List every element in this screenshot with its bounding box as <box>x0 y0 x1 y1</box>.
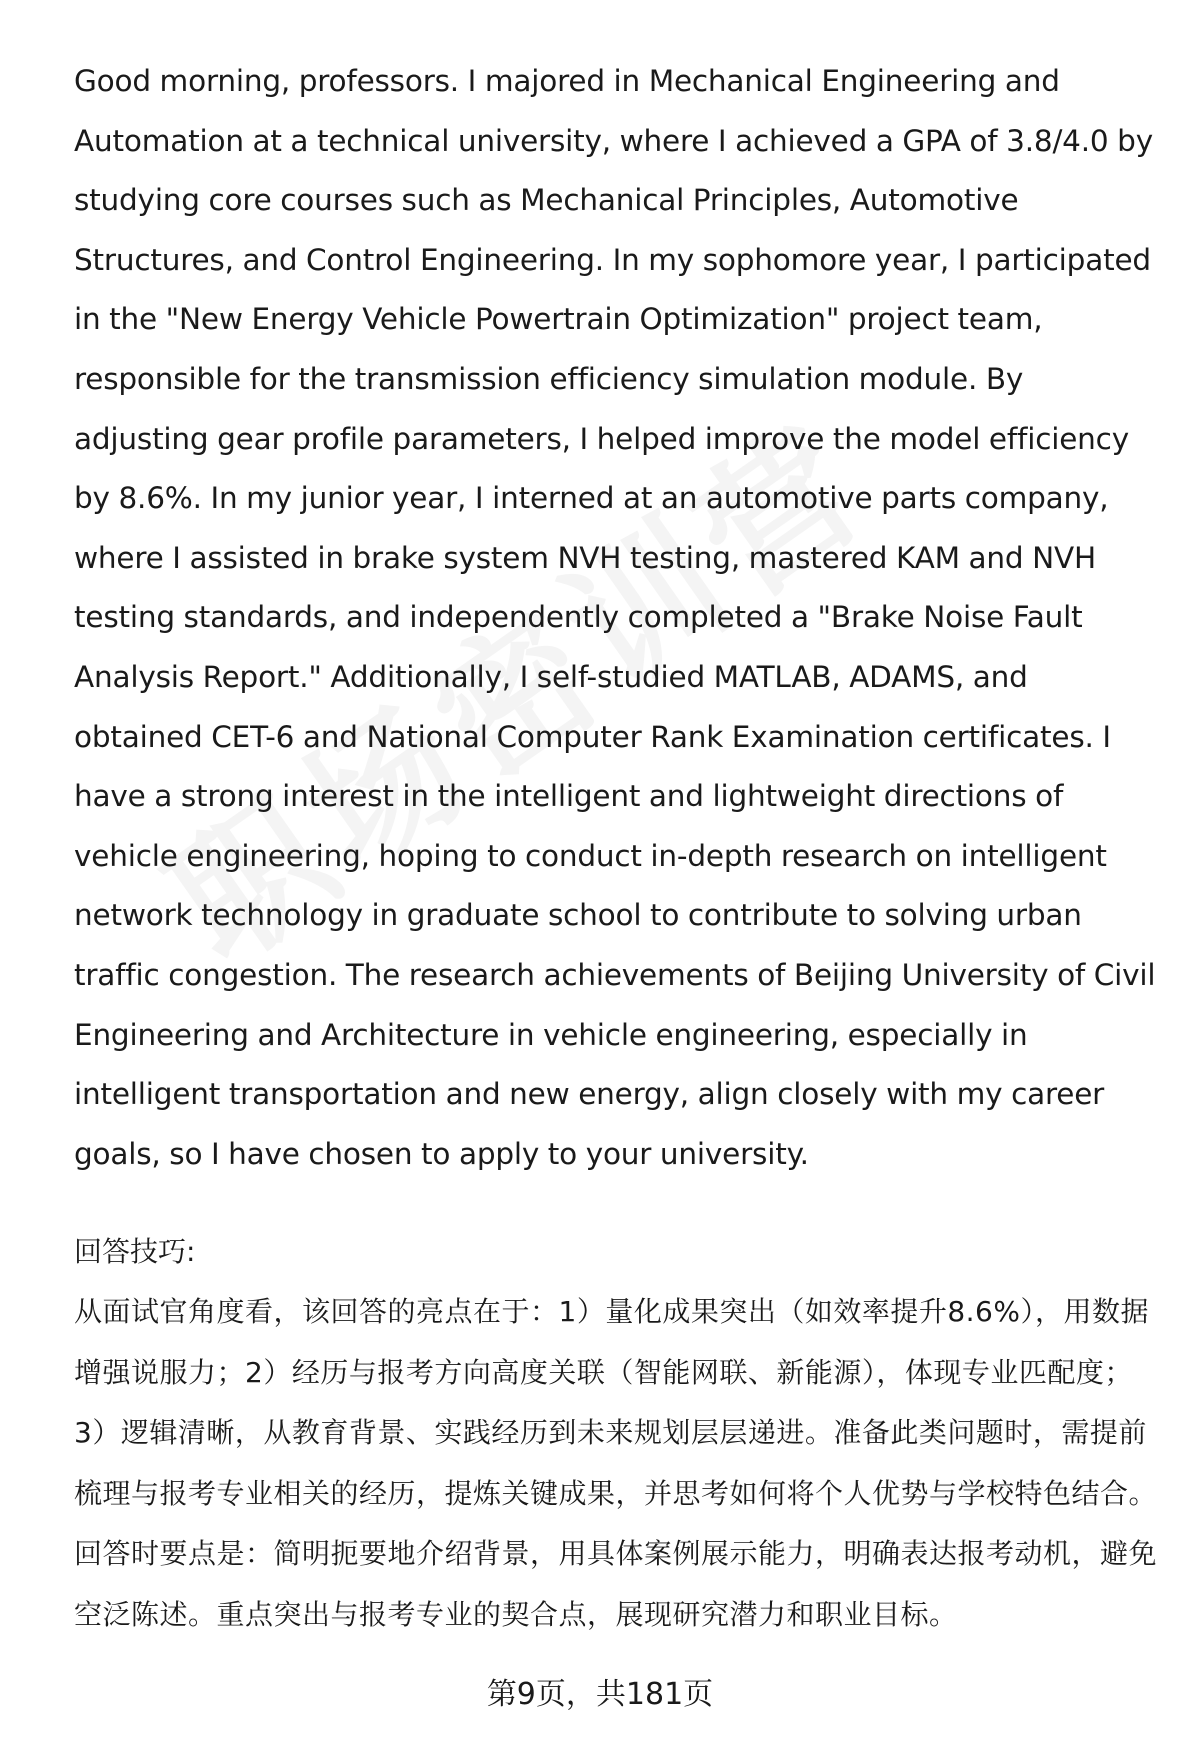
document-body <box>74 52 1164 1645</box>
page-indicator: 第9页，共181页 <box>486 1677 714 1712</box>
intro-paragraph: Good morning, professors. I majored in Mechanical Engineering and Automation at a technical university, where I achieved a GPA of 3.8/4.0 by studying core courses such as Mechanical Principles, Automotive Structures, and Control Engineering. In my sophomore year, I participated in the "New Energy Vehicle Powertrain Optimization" project team, responsible for the transmission efficiency simulation module. By adjusting gear profile parameters, I helped improve the model efficiency by 8.6%. In my junior year, I interned at an automotive parts company, where I assisted in brake system NVH testing, mastered KAM and NVH testing standards, and independently completed a "Brake Noise Fault Analysis Report." Additionally, I self-studied MATLAB, ADAMS, and obtained CET-6 and National Computer Rank Examination certificates. I have a strong interest in the intelligent and lightweight directions of vehicle engineering, hoping to conduct in-depth research on intelligent network technology in graduate school to contribute to solving urban traffic congestion. The research achievements of Beijing University of Civil Engineering and Architecture in vehicle engineering, especially in intelligent transportation and new energy, align closely with my career goals, so I have chosen to apply to your university. <box>74 64 1156 1171</box>
tips-heading: 回答技巧: <box>74 1235 196 1269</box>
tips-paragraph: 从面试官角度看，该回答的亮点在于：1）量化成果突出（如效率提升8.6%），用数据增强说服力；2）经历与报考方向高度关联（智能网联、新能源），体现专业匹配度；3）逻辑清晰，从教育背景、实践经历到未来规划层层递进。准备此类问题时，需提前梳理与报考专业相关的经历，提炼关键成果，并思考如何将个人优势与学校特色结合。回答时要点是：简明扼要地介绍背景，用具体案例展示能力，明确表达报考动机，避免空泛陈述。重点突出与报考专业的契合点，展现研究潜力和职业目标。 <box>74 1295 1158 1631</box>
